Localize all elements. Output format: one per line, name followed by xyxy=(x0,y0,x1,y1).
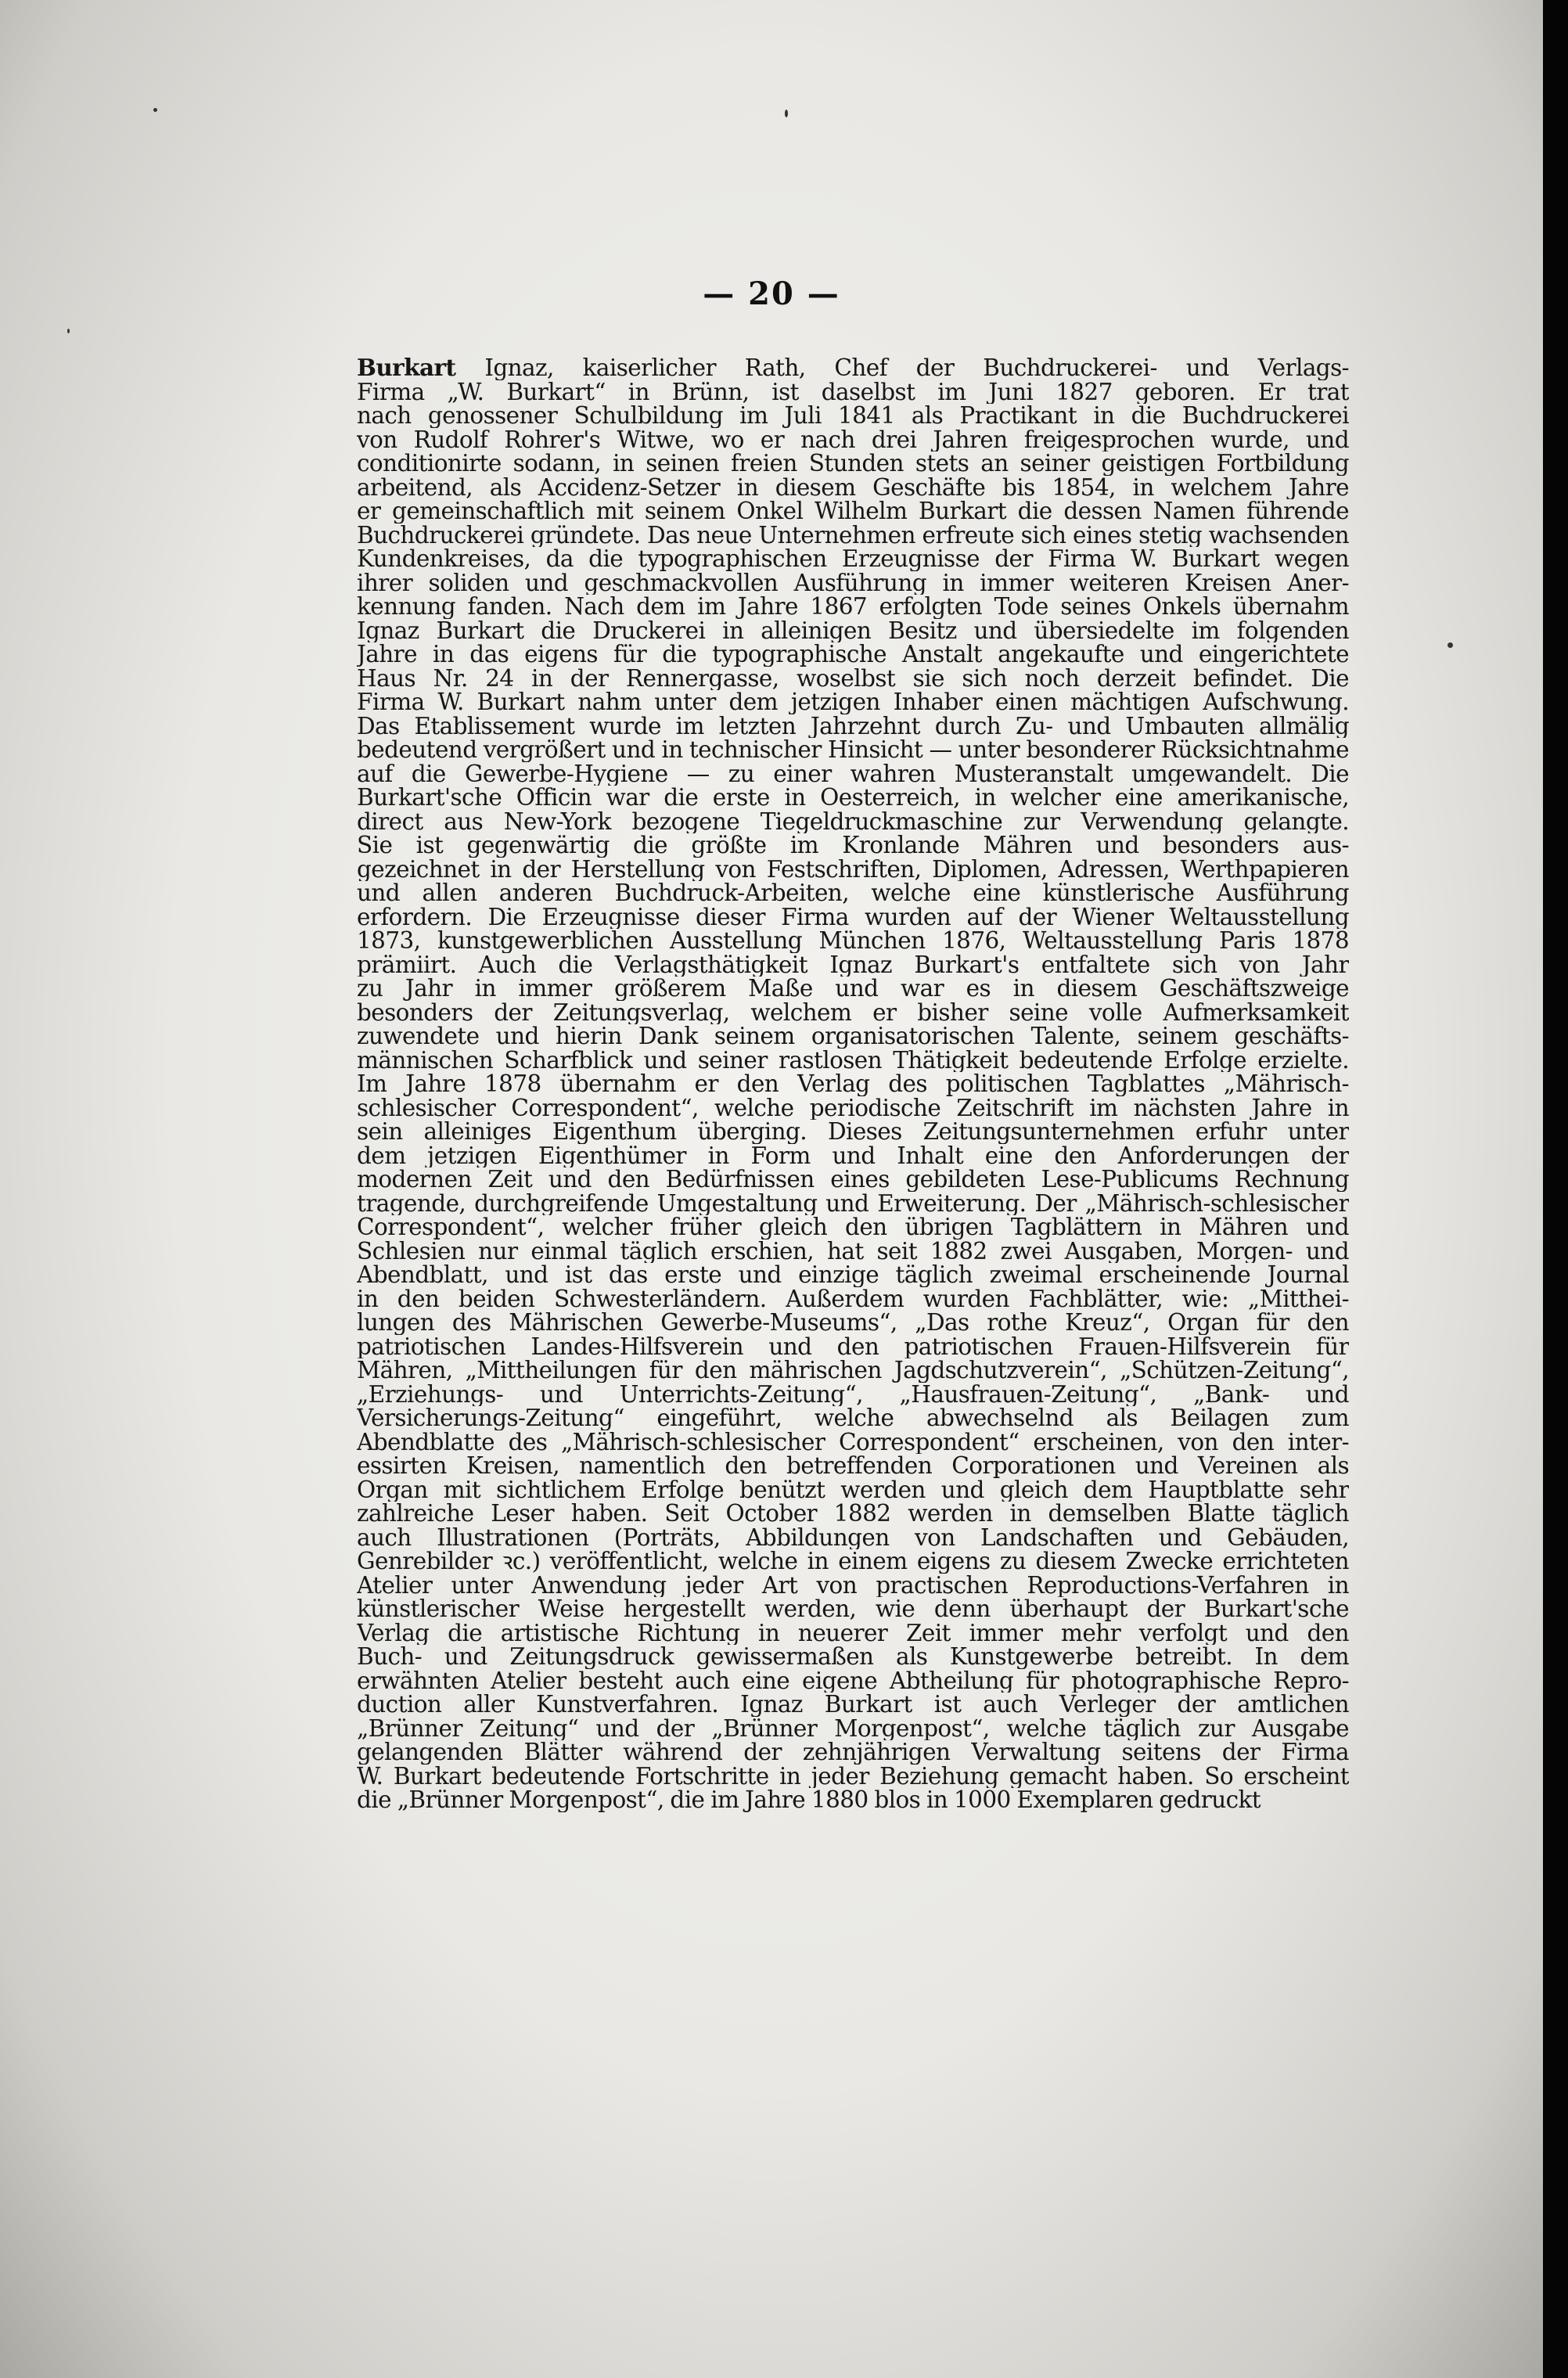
text-line xyxy=(357,1621,1349,1646)
text-line xyxy=(357,690,1349,714)
text-line xyxy=(357,1358,1349,1383)
line-text: direct aus New-York bezogene Tiegeldruckmaschine zur Verwendung gelangte. xyxy=(357,809,1349,833)
line-text: Firma W. Burkart nahm unter dem jetzigen Inhaber einen mächtigen Aufschwung. xyxy=(357,690,1349,714)
text-line xyxy=(357,667,1349,691)
line-text: essirten Kreisen, namentlich den betreffenden Corporationen und Vereinen als xyxy=(357,1454,1349,1478)
line-text: Abendblatte des „Mährisch-schlesischer Correspondent“ erscheinen, von den inter- xyxy=(357,1430,1349,1454)
text-line xyxy=(357,977,1349,1001)
line-text: Buch- und Zeitungsdruck gewissermaßen als Kunstgewerbe betreibt. In dem xyxy=(357,1645,1349,1669)
line-text: tragende, durchgreifende Umgestaltung und Erweiterung. Der „Mährisch-schlesischer xyxy=(357,1191,1349,1215)
text-line xyxy=(357,1574,1349,1598)
line-text: W. Burkart bedeutende Fortschritte in jeder Beziehung gemacht haben. So erscheint xyxy=(357,1764,1349,1788)
line-text: Organ mit sichtlichem Erfolge benützt werden und gleich dem Hauptblatte sehr xyxy=(357,1477,1349,1502)
text-line xyxy=(357,571,1349,595)
text-line xyxy=(357,1669,1349,1693)
line-text: gezeichnet in der Herstellung von Festschriften, Diplomen, Adressen, Werthpapieren xyxy=(357,857,1349,881)
text-line xyxy=(357,1120,1349,1144)
line-text: Atelier unter Anwendung jeder Art von practischen Reproductions-Verfahren in xyxy=(357,1573,1349,1597)
line-text: modernen Zeit und den Bedürfnissen eines gebildeten Lese-Publicums Rechnung xyxy=(357,1167,1349,1192)
line-text: von Rudolf Rohrer's Witwe, wo er nach drei Jahren freigesprochen wurde, und xyxy=(357,427,1349,451)
text-line xyxy=(357,1096,1349,1121)
line-text: erwähnten Atelier besteht auch eine eigene Abtheilung für photographische Repro- xyxy=(357,1668,1349,1693)
text-line xyxy=(357,547,1349,571)
text-line xyxy=(357,1192,1349,1216)
line-text: Im Jahre 1878 übernahm er den Verlag des politischen Tagblattes „Mährisch- xyxy=(357,1072,1349,1096)
scan-speck xyxy=(67,329,70,333)
line-text: 1873, kunstgewerblichen Ausstellung München 1876, Weltausstellung Paris 1878 xyxy=(357,929,1349,953)
text-line xyxy=(357,523,1349,548)
text-line xyxy=(357,595,1349,619)
entry-headword: Burkart xyxy=(357,356,456,380)
line-text: dem jetzigen Eigenthümer in Form und Inhalt eine den Anforderungen der xyxy=(357,1143,1349,1167)
text-line xyxy=(357,881,1349,905)
text-line xyxy=(357,380,1349,405)
line-text: Genrebilder ꝛc.) veröffentlicht, welche in einem eigens zu diesem Zwecke errichteten xyxy=(357,1549,1349,1574)
text-line xyxy=(357,1024,1349,1049)
scan-border xyxy=(1543,0,1568,2378)
text-line xyxy=(357,1049,1349,1073)
text-line xyxy=(357,356,1349,380)
line-text: zuwendete und hierin Dank seinem organisatorischen Talente, seinem geschäfts- xyxy=(357,1024,1349,1049)
line-text: Mähren, „Mittheilungen für den mährischen Jagdschutzverein“, „Schützen-Zeitung“, xyxy=(357,1358,1349,1383)
text-line xyxy=(357,786,1349,810)
text-line xyxy=(357,1549,1349,1574)
line-text: sein alleiniges Eigenthum überging. Dieses Zeitungsunternehmen erfuhr unter xyxy=(357,1120,1349,1144)
line-text: auch Illustrationen (Porträts, Abbildungen von Landschaften und Gebäuden, xyxy=(357,1525,1349,1549)
text-line xyxy=(357,905,1349,930)
text-line xyxy=(357,1454,1349,1478)
scan-speck xyxy=(153,108,157,112)
line-text: Versicherungs-Zeitung“ eingeführt, welche abwechselnd als Beilagen zum xyxy=(357,1406,1349,1430)
line-text: Ignaz Burkart die Druckerei in alleinigen Besitz und übersiedelte im folgenden xyxy=(357,618,1349,642)
text-line xyxy=(357,1383,1349,1407)
text-line xyxy=(357,476,1349,500)
line-text: Buchdruckerei gründete. Das neue Unternehmen erfreute sich eines stetig wachsenden xyxy=(357,523,1349,547)
line-text: Firma „W. Burkart“ in Brünn, ist daselbst im Juni 1827 geboren. Er trat xyxy=(357,380,1349,404)
text-line xyxy=(357,858,1349,882)
text-line xyxy=(357,1239,1349,1264)
line-text: die „Brünner Morgenpost“, die im Jahre 1880 blos in 1000 Exemplaren gedruckt xyxy=(357,1788,1261,1812)
text-line xyxy=(357,762,1349,786)
text-line xyxy=(357,1740,1349,1765)
text-line xyxy=(357,1001,1349,1025)
line-text: in den beiden Schwesterländern. Außerdem wurden Fachblätter, wie: „Mitthei- xyxy=(357,1286,1349,1311)
line-text: Haus Nr. 24 in der Rennergasse, woselbst sie sich noch derzeit befindet. Die xyxy=(357,666,1349,690)
line-text: Jahre in das eigens für die typographische Anstalt angekaufte und eingerichtete xyxy=(357,642,1349,667)
line-text: schlesischer Correspondent“, welche periodische Zeitschrift im nächsten Jahre in xyxy=(357,1095,1349,1120)
line-text: erfordern. Die Erzeugnisse dieser Firma wurden auf der Wiener Weltausstellung xyxy=(357,905,1349,929)
text-line xyxy=(357,1526,1349,1550)
line-text: besonders der Zeitungsverlag, welchem er bisher seine volle Aufmerksamkeit xyxy=(357,1000,1349,1024)
text-line xyxy=(357,714,1349,739)
line-text: lungen des Mährischen Gewerbe-Museums“, „Das rothe Kreuz“, Organ für den xyxy=(357,1311,1349,1335)
text-line xyxy=(357,1311,1349,1335)
line-text: kennung fanden. Nach dem im Jahre 1867 erfolgten Tode seines Onkels übernahm xyxy=(357,595,1349,619)
text-line xyxy=(357,1263,1349,1287)
text-line xyxy=(357,1144,1349,1168)
line-text: Sie ist gegenwärtig die größte im Kronlande Mähren und besonders aus- xyxy=(357,833,1349,858)
text-line xyxy=(357,833,1349,858)
text-line xyxy=(357,619,1349,643)
line-text: patriotischen Landes-Hilfsverein und den patriotischen Frauen-Hilfsverein für xyxy=(357,1334,1349,1358)
text-line xyxy=(357,1215,1349,1239)
line-text: duction aller Kunstverfahren. Ignaz Burkart ist auch Verleger der amtlichen xyxy=(357,1693,1349,1717)
line-text: Ignaz, kaiserlicher Rath, Chef der Buchdruckerei- und Verlags- xyxy=(484,356,1349,380)
line-text: er gemeinschaftlich mit seinem Onkel Wilhelm Burkart die dessen Namen führende xyxy=(357,499,1349,523)
text-line xyxy=(357,1717,1349,1741)
line-text: arbeitend, als Accidenz-Setzer in diesem Geschäfte bis 1854, in welchem Jahre xyxy=(357,475,1349,499)
line-text: prämiirt. Auch die Verlagsthätigkeit Ignaz Burkart's entfaltete sich von Jahr xyxy=(357,952,1349,977)
line-text: ihrer soliden und geschmackvollen Ausführung in immer weiteren Kreisen Aner- xyxy=(357,570,1349,595)
line-text: auf die Gewerbe-Hygiene — zu einer wahren Musteranstalt umgewandelt. Die xyxy=(357,761,1349,786)
line-text: männischen Scharfblick und seiner rastlosen Thätigkeit bedeutende Erfolge erzielte. xyxy=(357,1048,1349,1072)
text-line xyxy=(357,953,1349,977)
line-text: Verlag die artistische Richtung in neuerer Zeit immer mehr verfolgt und den xyxy=(357,1621,1349,1645)
line-text: bedeutend vergrößert und in technischer Hinsicht — unter besonderer Rücksichtnahme xyxy=(357,738,1349,762)
text-line xyxy=(357,738,1349,762)
line-text: conditionirte sodann, in seinen freien Stunden stets an seiner geistigen Fortbildung xyxy=(357,451,1349,476)
text-line xyxy=(357,1406,1349,1430)
text-line xyxy=(357,1430,1349,1455)
scan-speck xyxy=(1448,642,1453,648)
text-line xyxy=(357,404,1349,428)
line-text: Abendblatt, und ist das erste und einzige täglich zweimal erscheinende Journal xyxy=(357,1263,1349,1287)
text-line xyxy=(357,1072,1349,1096)
text-line xyxy=(357,499,1349,523)
line-text: Kundenkreises, da die typographischen Erzeugnisse der Firma W. Burkart wegen xyxy=(357,547,1349,571)
line-text: Das Etablissement wurde im letzten Jahrzehnt durch Zu- und Umbauten allmälig xyxy=(357,714,1349,738)
text-line xyxy=(357,1693,1349,1717)
line-text: „Erziehungs- und Unterrichts-Zeitung“, „Hausfrauen-Zeitung“, „Bank- und xyxy=(357,1382,1349,1406)
text-line xyxy=(357,1335,1349,1359)
text-line xyxy=(357,929,1349,953)
text-line xyxy=(357,1287,1349,1311)
scan-speck xyxy=(785,110,788,117)
text-line xyxy=(357,642,1349,667)
line-text: gelangenden Blätter während der zehnjährigen Verwaltung seitens der Firma xyxy=(357,1740,1349,1765)
line-text: „Brünner Zeitung“ und der „Brünner Morgenpost“, welche täglich zur Ausgabe xyxy=(357,1716,1349,1740)
line-text: zu Jahr in immer größerem Maße und war es in diesem Geschäftszweige xyxy=(357,977,1349,1001)
page-number: — 20 — xyxy=(703,275,840,312)
text-line xyxy=(357,1765,1349,1789)
text-line xyxy=(357,810,1349,834)
biography-entry xyxy=(357,356,1349,2046)
text-line xyxy=(357,428,1349,452)
text-line xyxy=(357,1478,1349,1502)
line-text: zahlreiche Leser haben. Seit October 1882 werden in demselben Blatte täglich xyxy=(357,1502,1349,1526)
text-line xyxy=(357,1502,1349,1526)
line-text: Correspondent“, welcher früher gleich den übrigen Tagblättern in Mähren und xyxy=(357,1215,1349,1239)
text-line xyxy=(357,1167,1349,1192)
line-text: Schlesien nur einmal täglich erschien, hat seit 1882 zwei Ausgaben, Morgen- und xyxy=(357,1239,1349,1263)
text-line xyxy=(357,1788,1349,1812)
line-text: nach genossener Schulbildung im Juli 1841 als Practikant in die Buchdruckerei xyxy=(357,404,1349,428)
text-line xyxy=(357,1597,1349,1621)
text-line xyxy=(357,451,1349,476)
text-line xyxy=(357,1645,1349,1669)
line-text: und allen anderen Buchdruck-Arbeiten, welche eine künstlerische Ausführung xyxy=(357,881,1349,905)
line-text: Burkart'sche Officin war die erste in Oesterreich, in welcher eine amerikanische, xyxy=(357,786,1349,810)
line-text: künstlerischer Weise hergestellt werden, wie denn überhaupt der Burkart'sche xyxy=(357,1597,1349,1621)
